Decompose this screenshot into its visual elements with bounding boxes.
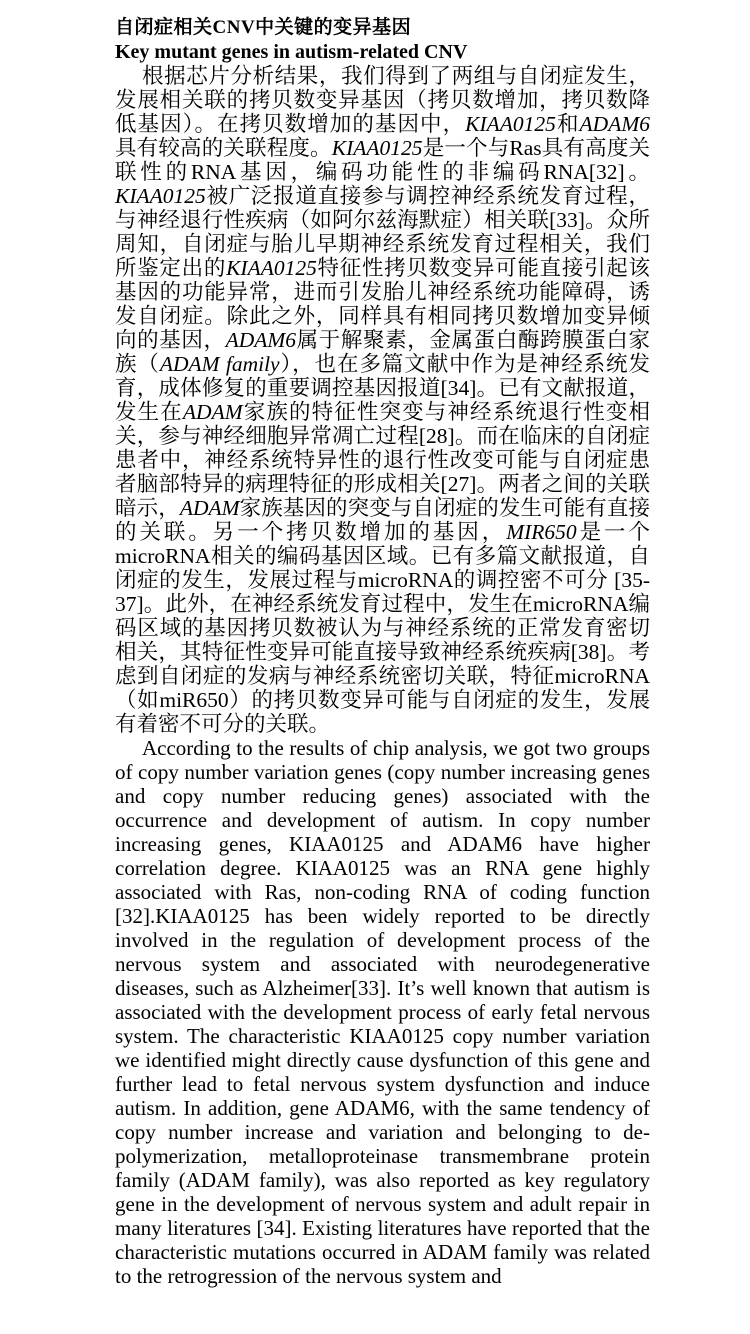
text-run: 属于解聚素，金属蛋白酶跨膜蛋白家族（ (115, 328, 650, 376)
gene-name-italic: ADAM6 (225, 328, 297, 352)
gene-name-italic: MIR650 (506, 520, 577, 544)
text-run: 家族的特征性突变与神经系统退行性变相关，参与神经细胞异常凋亡过程[28]。而在临床的自闭症患者中，神经系统特异性的退行性改变可能与自闭症患者脑部特异的病理特征的形成相关[27]。两者之间的关联暗示， (115, 400, 650, 520)
gene-name-italic: KIAA0125 (115, 184, 206, 208)
text-run: 具有较高的关联程度。 (115, 136, 332, 160)
section-heading-chinese: 自闭症相关CNV中关键的变异基因 (115, 17, 412, 38)
gene-name-italic: KIAA0125 (465, 112, 556, 136)
text-run: According to the results of chip analysis, we got two groups of copy number variation genes (copy number increasing genes and copy number reducing genes) associated with the occurrence and development of autism. In copy number increasing genes, KIAA0125 and ADAM6 have higher correlation degree. KIAA0125 was an RNA gene highly associated with Ras, non-coding RNA of coding function [32].KIAA0125 has been widely reported to be directly involved in the regulation of development process of the nervous system and associated with neurodegenerative diseases, such as Alzheimer[33]. It’s well known that autism is associated with the development process of early fetal nervous system. The characteristic KIAA0125 copy number variation we identified might directly cause dysfunction of this gene and further lead to fetal nervous system dysfunction and induce autism. In addition, gene ADAM6, with the same tendency of copy number increase and variation and belonging to de-polymerization, metalloproteinase transmembrane protein family (ADAM family), was also reported as key regulatory gene in the development of nervous system and adult repair in many literatures [34]. Existing literatures have reported that the characteristic mutations occurred in ADAM family was related to the retrogression of the nervous system and (115, 736, 650, 1288)
paragraph-english (115, 736, 650, 1288)
gene-name-italic: KIAA0125 (331, 136, 423, 160)
gene-name-italic: ADAM family (159, 352, 280, 376)
gene-name-italic: ADAM6 (579, 112, 650, 136)
text-run: 根据芯片分析结果，我们得到了两组与自闭症发生，发展相关联的拷贝数变异基因（拷贝数增加，拷贝数降低基因）。在拷贝数增加的基因中， (115, 64, 650, 136)
paragraph-chinese (115, 64, 650, 736)
text-run: ），也在多篇文献中作为是神经系统发育，成体修复的重要调控基因报道[34]。已有文献报道，发生在 (115, 352, 650, 424)
text-run: 是一个microRNA相关的编码基因区域。已有多篇文献报道，自闭症的发生，发展过程与microRNA的调控密不可分 [35-37]。此外，在神经系统发育过程中，发生在microRNA编码区域的基因拷贝数被认为与神经系统的正常发育密切相关，其特征性变异可能直接导致神经系统疾病[38]。考虑到自闭症的发病与神经系统密切关联，特征microRNA（如miR650）的拷贝数变异可能与自闭症的发生，发展有着密不可分的关联。 (115, 520, 650, 736)
text-run: 和 (555, 112, 580, 136)
text-run: 被广泛报道直接参与调控神经系统发育过程，与神经退行性疾病（如阿尔兹海默症）相关联[33]。众所周知，自闭症与胎儿早期神经系统发育过程相关，我们所鉴定出的 (115, 184, 650, 280)
text-run: 家族基因的突变与自闭症的发生可能有直接的关联。另一个拷贝数增加的基因， (115, 496, 650, 544)
gene-name-italic: ADAM (182, 400, 243, 424)
section-heading-english: Key mutant genes in autism-related CNV (115, 41, 468, 63)
gene-name-italic: KIAA0125 (226, 256, 317, 280)
text-run: 特征性拷贝数变异可能直接引起该基因的功能异常，进而引发胎儿神经系统功能障碍，诱发自闭症。除此之外，同样具有相同拷贝数增加变异倾向的基因， (115, 256, 650, 352)
gene-name-italic: ADAM (179, 496, 240, 520)
text-run: 是一个与Ras具有高度关联性的RNA基因，编码功能性的非编码RNA[32]。 (115, 136, 650, 184)
